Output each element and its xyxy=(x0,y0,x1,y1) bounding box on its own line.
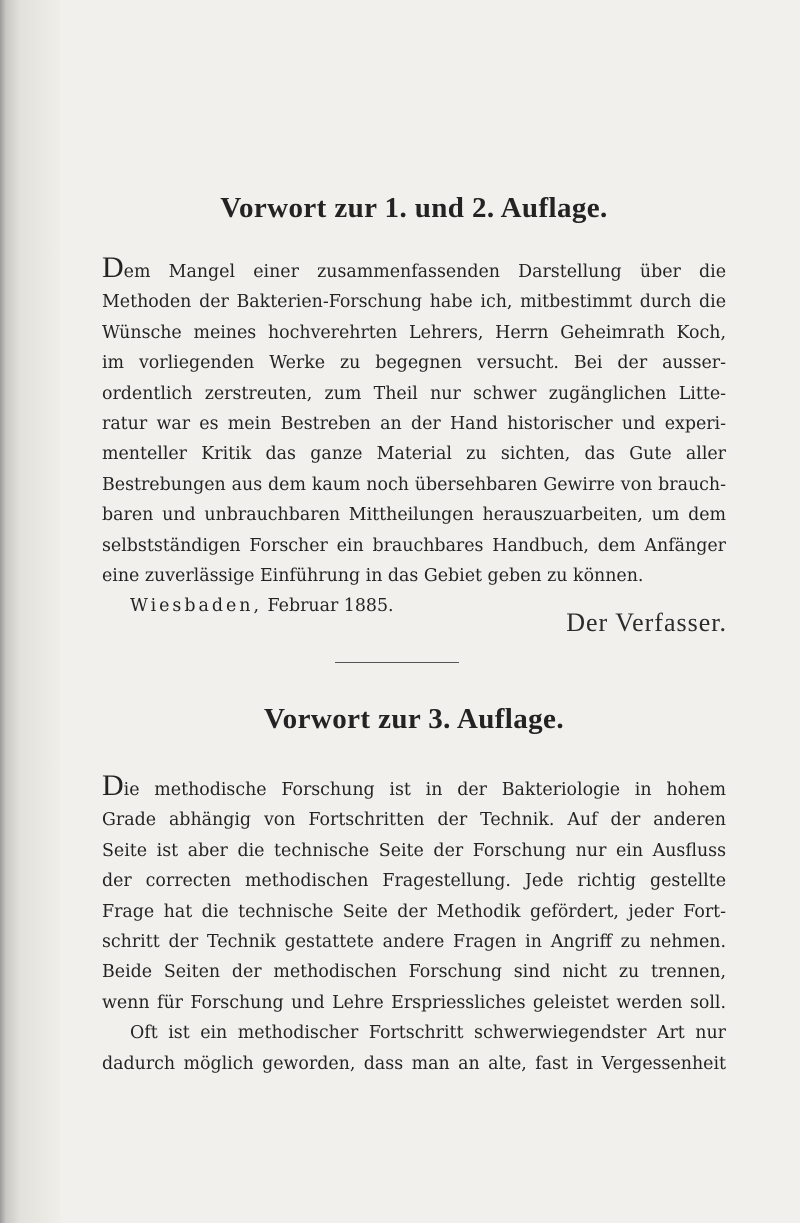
text-line: Frage hat die technische Seite der Methodik gefördert, jeder Fort- xyxy=(102,901,726,922)
text-line: Beide Seiten der methodischen Forschung sind nicht zu trennen, xyxy=(102,962,726,983)
preface-1-paragraph xyxy=(102,251,726,622)
drop-cap: D xyxy=(102,251,124,284)
text-line xyxy=(102,251,726,287)
preface-1-heading: Vorwort zur 1. und 2. Auflage. xyxy=(220,192,608,224)
text-line: der correcten methodischen Fragestellung. Jede richtig gestellte xyxy=(102,871,726,892)
text-line: ratur war es mein Bestreben an der Hand historischer und experi- xyxy=(102,413,726,434)
text-line xyxy=(102,769,726,805)
author-signature: Der Verfasser. xyxy=(566,608,727,637)
text-line: menteller Kritik das ganze Material zu sichten, das Gute aller xyxy=(102,444,726,465)
text-line: im vorliegenden Werke zu begegnen versucht. Bei der ausser- xyxy=(102,353,726,374)
text-line: ordentlich zerstreuten, zum Theil nur schwer zugänglichen Litte- xyxy=(102,383,726,404)
preface-section-2 xyxy=(102,703,726,736)
text-line: schritt der Technik gestattete andere Fragen in Angriff zu nehmen. xyxy=(102,931,726,952)
date-text: Februar 1885. xyxy=(267,596,394,617)
page-gutter-shadow xyxy=(0,0,60,1223)
place-name: Wiesbaden, xyxy=(130,596,262,617)
text-line: Grade abhängig von Fortschritten der Technik. Auf der anderen xyxy=(102,810,726,831)
text-line: dadurch möglich geworden, dass man an alte, fast in Vergessenheit xyxy=(102,1053,726,1074)
line-text: em Mangel einer zusammenfassenden Darstellung über die xyxy=(123,262,726,282)
text-line: selbstständigen Forscher ein brauchbares Handbuch, dem Anfänger xyxy=(102,535,726,556)
line-text: ie methodische Forschung ist in der Bakteriologie in hohem xyxy=(123,780,726,800)
preface-1-body xyxy=(102,251,726,622)
preface-2-heading: Vorwort zur 3. Auflage. xyxy=(264,703,564,735)
preface-2-body xyxy=(102,769,726,1079)
text-line: Seite ist aber die technische Seite der Forschung nur ein Ausfluss xyxy=(102,840,726,861)
text-line: eine zuverlässige Einführung in das Gebiet geben zu können. xyxy=(102,565,644,586)
text-line: Bestrebungen aus dem kaum noch übersehbaren Gewirre von brauch- xyxy=(102,474,726,495)
text-line: wenn für Forschung und Lehre Erspriessliches geleistet werden soll. xyxy=(102,992,726,1013)
text-line: Oft ist ein methodischer Fortschritt schwerwiegendster Art nur xyxy=(130,1023,726,1044)
text-line: baren und unbrauchbaren Mittheilungen herauszuarbeiten, um dem xyxy=(102,505,726,526)
text-line: Methoden der Bakterien-Forschung habe ich, mitbestimmt durch die xyxy=(102,292,726,313)
preface-2-paragraph xyxy=(102,769,726,1079)
drop-cap: D xyxy=(102,769,124,802)
preface-section-1 xyxy=(102,192,726,225)
section-divider xyxy=(335,662,459,663)
text-line: Wünsche meines hochverehrten Lehrers, Herrn Geheimrath Koch, xyxy=(102,322,726,343)
